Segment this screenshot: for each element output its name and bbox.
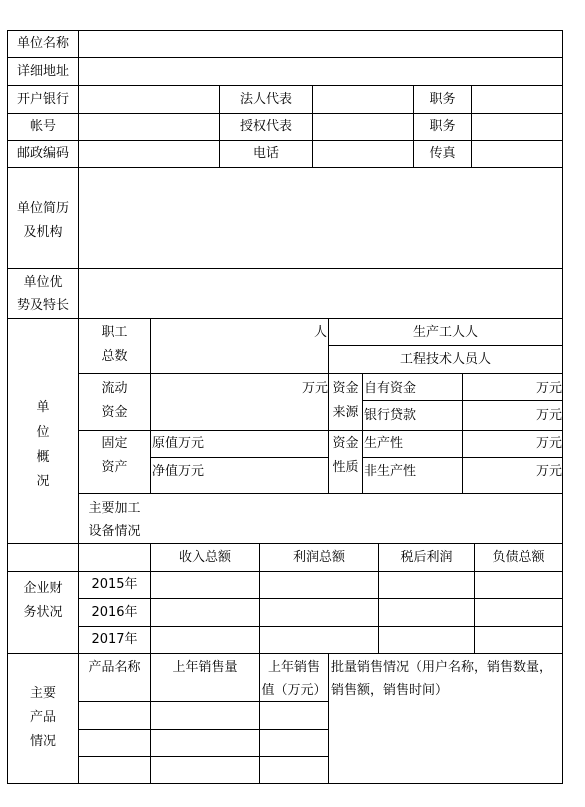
products-header-batch-2: 销售额，销售时间） [331,683,449,698]
label-flow-2: 资金 [101,405,128,420]
finance-header-income: 收入总额 [178,550,231,565]
label-staff-2: 总数 [101,349,128,364]
overview-label-1: 单 [36,400,50,415]
label-staff-1: 职工 [101,325,128,340]
label-history-1: 单位简历 [16,201,69,216]
products-label-2: 产品 [29,710,56,725]
finance-header-net-profit: 税后利润 [400,550,453,565]
label-original-value: 原值万元 [152,436,205,451]
unit-wan-loan: 万元 [535,408,562,423]
finance-label-1: 企业财 [23,581,63,596]
products-header-name: 产品名称 [88,660,141,675]
label-nature-1: 资金 [332,436,359,451]
label-history-2: 及机构 [23,225,63,240]
label-equip-2: 设备情况 [88,524,141,539]
fax-field[interactable] [472,141,562,167]
label-phone: 电话 [252,146,279,161]
unit-wan-own: 万元 [535,381,562,396]
batch-sales-field[interactable] [329,702,562,783]
unit-wan-flow: 万元 [301,381,328,396]
unit-wan-nonproductive: 万元 [535,464,562,479]
phone-field[interactable] [313,141,413,167]
legal-rep-field[interactable] [313,86,413,113]
products-header-last-val-1: 上年销售 [267,660,320,675]
finance-year-2017: 2017年 [91,632,138,647]
label-bank: 开户银行 [16,92,69,107]
label-nature-2: 性质 [332,460,359,475]
strength-field[interactable] [79,269,562,318]
label-address: 详细地址 [16,64,69,79]
auth-position-field[interactable] [472,114,562,140]
products-header-last-val-2: 值（万元） [261,683,327,698]
label-productive: 生产性 [364,436,404,451]
finance-year-2016: 2016年 [91,605,138,620]
label-auth-rep: 授权代表 [239,119,292,134]
finance-label-2: 务状况 [23,605,63,620]
label-fixed-2: 资产 [101,460,128,475]
history-field[interactable] [79,168,562,268]
account-field[interactable] [79,114,219,140]
overview-label-2: 位 [36,425,50,440]
overview-label-4: 况 [36,474,50,489]
unit-name-field[interactable] [79,31,562,57]
label-account: 帐号 [29,119,56,134]
label-flow-1: 流动 [101,381,128,396]
label-postcode: 邮政编码 [16,146,69,161]
label-position-2: 职务 [429,119,456,134]
label-strength-1: 单位优 [23,275,63,290]
bank-field[interactable] [79,86,219,113]
unit-person: 人 [313,325,327,340]
label-net-value: 净值万元 [152,464,205,479]
label-equip-1: 主要加工 [88,501,141,516]
label-workers: 生产工人人 [412,325,478,340]
label-fax: 传真 [429,146,456,161]
label-own-funds: 自有资金 [364,381,417,396]
label-unit-name: 单位名称 [16,36,69,51]
finance-header-profit: 利润总额 [292,550,345,565]
label-source-2: 来源 [332,405,359,420]
products-label-3: 情况 [29,734,56,749]
address-field[interactable] [79,58,562,85]
overview-label-3: 概 [36,450,50,465]
label-strength-2: 势及特长 [16,298,69,313]
label-nonproductive: 非生产性 [364,464,417,479]
label-fixed-1: 固定 [101,436,128,451]
label-source-1: 资金 [332,381,359,396]
label-bank-loan: 银行贷款 [364,408,417,423]
products-header-batch-1: 批量销售情况（用户名称，销售数量， [331,660,553,675]
legal-position-field[interactable] [472,86,562,113]
products-header-last-qty: 上年销售量 [172,660,238,675]
finance-year-2015: 2015年 [91,577,138,592]
equipment-field[interactable] [151,494,562,543]
postcode-field[interactable] [79,141,219,167]
auth-rep-field[interactable] [313,114,413,140]
label-legal-rep: 法人代表 [239,92,292,107]
label-engineers: 工程技术人员人 [399,352,491,367]
products-label-1: 主要 [29,686,56,701]
label-position-1: 职务 [429,92,456,107]
unit-wan-productive: 万元 [535,436,562,451]
finance-header-liabilities: 负债总额 [492,550,545,565]
